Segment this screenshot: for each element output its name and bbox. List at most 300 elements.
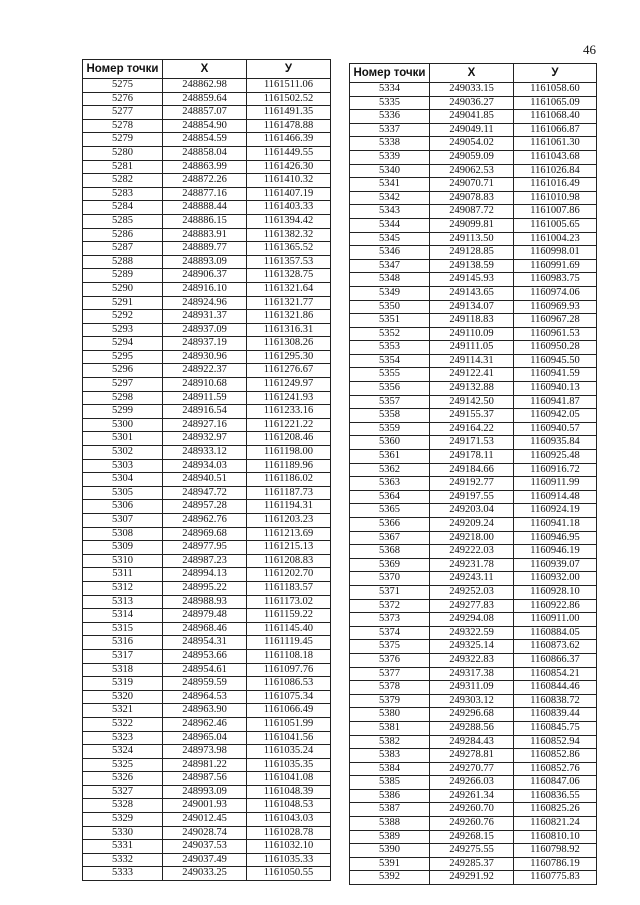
cell-y: 1160825.26 bbox=[514, 803, 597, 817]
cell-y: 1161357.53 bbox=[247, 255, 331, 269]
cell-point-number: 5315 bbox=[83, 622, 163, 636]
cell-y: 1160922.86 bbox=[514, 599, 597, 613]
cell-y: 1160969.93 bbox=[514, 300, 597, 314]
cell-point-number: 5279 bbox=[83, 133, 163, 147]
cell-y: 1161449.55 bbox=[247, 146, 331, 160]
cell-x: 248962.46 bbox=[163, 717, 247, 731]
cell-y: 1161321.77 bbox=[247, 296, 331, 310]
cell-point-number: 5320 bbox=[83, 690, 163, 704]
cell-y: 1161035.35 bbox=[247, 758, 331, 772]
table-row bbox=[350, 721, 597, 735]
cell-point-number: 5291 bbox=[83, 296, 163, 310]
cell-x: 248954.31 bbox=[163, 636, 247, 650]
cell-y: 1160941.18 bbox=[514, 518, 597, 532]
cell-x: 248916.10 bbox=[163, 282, 247, 296]
table-row bbox=[350, 681, 597, 695]
table-row bbox=[83, 323, 331, 337]
cell-point-number: 5351 bbox=[350, 314, 430, 328]
cell-point-number: 5334 bbox=[350, 83, 430, 97]
table-row bbox=[83, 853, 331, 867]
cell-point-number: 5385 bbox=[350, 776, 430, 790]
cell-x: 249266.03 bbox=[430, 776, 514, 790]
cell-x: 249118.83 bbox=[430, 314, 514, 328]
cell-y: 1161403.33 bbox=[247, 201, 331, 215]
table-row bbox=[350, 531, 597, 545]
cell-x: 249231.78 bbox=[430, 558, 514, 572]
table-row bbox=[83, 405, 331, 419]
table-row bbox=[350, 314, 597, 328]
cell-x: 248872.26 bbox=[163, 174, 247, 188]
cell-x: 249062.53 bbox=[430, 164, 514, 178]
cell-x: 248979.48 bbox=[163, 609, 247, 623]
table-row bbox=[83, 296, 331, 310]
cell-point-number: 5300 bbox=[83, 418, 163, 432]
table-row bbox=[83, 119, 331, 133]
cell-y: 1161159.22 bbox=[247, 609, 331, 623]
cell-point-number: 5382 bbox=[350, 735, 430, 749]
cell-point-number: 5289 bbox=[83, 269, 163, 283]
cell-x: 249317.38 bbox=[430, 667, 514, 681]
cell-point-number: 5302 bbox=[83, 446, 163, 460]
cell-point-number: 5294 bbox=[83, 337, 163, 351]
cell-x: 249285.37 bbox=[430, 857, 514, 871]
cell-y: 1161365.52 bbox=[247, 242, 331, 256]
table-row bbox=[83, 459, 331, 473]
cell-point-number: 5298 bbox=[83, 391, 163, 405]
cell-y: 1161221.22 bbox=[247, 418, 331, 432]
cell-x: 248994.13 bbox=[163, 568, 247, 582]
cell-y: 1160935.84 bbox=[514, 436, 597, 450]
cell-point-number: 5365 bbox=[350, 504, 430, 518]
table-row bbox=[83, 391, 331, 405]
table-row bbox=[350, 518, 597, 532]
cell-point-number: 5387 bbox=[350, 803, 430, 817]
cell-point-number: 5327 bbox=[83, 785, 163, 799]
table-row bbox=[350, 218, 597, 232]
cell-point-number: 5338 bbox=[350, 137, 430, 151]
cell-y: 1160873.62 bbox=[514, 640, 597, 654]
table-row bbox=[350, 735, 597, 749]
cell-x: 249114.31 bbox=[430, 354, 514, 368]
table-row bbox=[350, 830, 597, 844]
cell-x: 249203.04 bbox=[430, 504, 514, 518]
table-row bbox=[350, 273, 597, 287]
cell-y: 1160839.44 bbox=[514, 708, 597, 722]
cell-x: 248911.59 bbox=[163, 391, 247, 405]
cell-point-number: 5378 bbox=[350, 681, 430, 695]
cell-point-number: 5352 bbox=[350, 327, 430, 341]
cell-point-number: 5358 bbox=[350, 409, 430, 423]
cell-point-number: 5362 bbox=[350, 463, 430, 477]
table-row bbox=[350, 762, 597, 776]
cell-point-number: 5306 bbox=[83, 500, 163, 514]
cell-y: 1161194.31 bbox=[247, 500, 331, 514]
cell-point-number: 5346 bbox=[350, 246, 430, 260]
cell-point-number: 5332 bbox=[83, 853, 163, 867]
cell-y: 1161328.75 bbox=[247, 269, 331, 283]
table-row bbox=[350, 694, 597, 708]
table-row bbox=[83, 541, 331, 555]
cell-point-number: 5286 bbox=[83, 228, 163, 242]
cell-x: 249277.83 bbox=[430, 599, 514, 613]
cell-x: 249037.53 bbox=[163, 840, 247, 854]
cell-x: 248977.95 bbox=[163, 541, 247, 555]
cell-y: 1161035.33 bbox=[247, 853, 331, 867]
cell-y: 1161058.60 bbox=[514, 83, 597, 97]
cell-x: 249033.15 bbox=[430, 83, 514, 97]
cell-x: 248863.99 bbox=[163, 160, 247, 174]
table-row bbox=[83, 527, 331, 541]
table-row bbox=[350, 191, 597, 205]
cell-y: 1161016.49 bbox=[514, 178, 597, 192]
cell-x: 249078.83 bbox=[430, 191, 514, 205]
cell-point-number: 5348 bbox=[350, 273, 430, 287]
table-row bbox=[350, 585, 597, 599]
cell-y: 1161478.88 bbox=[247, 119, 331, 133]
cell-x: 249184.66 bbox=[430, 463, 514, 477]
cell-x: 248893.09 bbox=[163, 255, 247, 269]
table-row bbox=[83, 677, 331, 691]
cell-y: 1161241.93 bbox=[247, 391, 331, 405]
cell-y: 1161050.55 bbox=[247, 867, 331, 881]
cell-x: 248854.59 bbox=[163, 133, 247, 147]
table-row bbox=[83, 595, 331, 609]
cell-x: 248857.07 bbox=[163, 106, 247, 120]
table-row bbox=[83, 174, 331, 188]
cell-y: 1160925.48 bbox=[514, 450, 597, 464]
cell-x: 248933.12 bbox=[163, 446, 247, 460]
cell-y: 1160945.50 bbox=[514, 354, 597, 368]
cell-y: 1161005.65 bbox=[514, 218, 597, 232]
table-row bbox=[83, 432, 331, 446]
table-row bbox=[83, 187, 331, 201]
cell-x: 248877.16 bbox=[163, 187, 247, 201]
cell-point-number: 5330 bbox=[83, 826, 163, 840]
cell-point-number: 5322 bbox=[83, 717, 163, 731]
table-row bbox=[83, 568, 331, 582]
cell-point-number: 5283 bbox=[83, 187, 163, 201]
table-row bbox=[83, 731, 331, 745]
cell-y: 1161041.08 bbox=[247, 772, 331, 786]
cell-y: 1161043.68 bbox=[514, 150, 597, 164]
cell-point-number: 5316 bbox=[83, 636, 163, 650]
page-number: 46 bbox=[583, 42, 596, 57]
cell-x: 248924.96 bbox=[163, 296, 247, 310]
cell-x: 249132.88 bbox=[430, 382, 514, 396]
table-row bbox=[350, 83, 597, 97]
table-row bbox=[350, 558, 597, 572]
cell-x: 249033.25 bbox=[163, 867, 247, 881]
cell-point-number: 5321 bbox=[83, 704, 163, 718]
cell-y: 1161048.39 bbox=[247, 785, 331, 799]
cell-y: 1160946.19 bbox=[514, 545, 597, 559]
cell-y: 1161043.03 bbox=[247, 813, 331, 827]
cell-x: 248962.76 bbox=[163, 514, 247, 528]
cell-x: 249209.24 bbox=[430, 518, 514, 532]
cell-point-number: 5293 bbox=[83, 323, 163, 337]
table-row bbox=[350, 164, 597, 178]
cell-point-number: 5369 bbox=[350, 558, 430, 572]
column-header-y: У bbox=[247, 60, 331, 79]
table-row bbox=[350, 789, 597, 803]
cell-x: 249128.85 bbox=[430, 246, 514, 260]
cell-point-number: 5277 bbox=[83, 106, 163, 120]
cell-x: 249268.15 bbox=[430, 830, 514, 844]
cell-y: 1161321.86 bbox=[247, 310, 331, 324]
cell-y: 1161066.49 bbox=[247, 704, 331, 718]
table-row bbox=[350, 286, 597, 300]
cell-x: 249054.02 bbox=[430, 137, 514, 151]
table-row bbox=[83, 826, 331, 840]
cell-y: 1160967.28 bbox=[514, 314, 597, 328]
cell-point-number: 5299 bbox=[83, 405, 163, 419]
cell-point-number: 5359 bbox=[350, 422, 430, 436]
cell-x: 248931.37 bbox=[163, 310, 247, 324]
cell-point-number: 5310 bbox=[83, 554, 163, 568]
cell-y: 1161173.02 bbox=[247, 595, 331, 609]
cell-point-number: 5278 bbox=[83, 119, 163, 133]
cell-y: 1161066.87 bbox=[514, 123, 597, 137]
cell-point-number: 5311 bbox=[83, 568, 163, 582]
cell-x: 248937.09 bbox=[163, 323, 247, 337]
cell-point-number: 5290 bbox=[83, 282, 163, 296]
cell-point-number: 5374 bbox=[350, 626, 430, 640]
cell-point-number: 5357 bbox=[350, 395, 430, 409]
table-row bbox=[350, 246, 597, 260]
cell-point-number: 5342 bbox=[350, 191, 430, 205]
table-row bbox=[350, 504, 597, 518]
cell-x: 249325.14 bbox=[430, 640, 514, 654]
cell-x: 248959.59 bbox=[163, 677, 247, 691]
table-row bbox=[83, 310, 331, 324]
table-row bbox=[350, 137, 597, 151]
cell-x: 248953.66 bbox=[163, 649, 247, 663]
cell-y: 1161004.23 bbox=[514, 232, 597, 246]
table-row bbox=[83, 704, 331, 718]
table-row bbox=[83, 378, 331, 392]
cell-y: 1161010.98 bbox=[514, 191, 597, 205]
cell-y: 1160950.28 bbox=[514, 341, 597, 355]
cell-y: 1161276.67 bbox=[247, 364, 331, 378]
cell-point-number: 5367 bbox=[350, 531, 430, 545]
table-row bbox=[83, 785, 331, 799]
cell-point-number: 5377 bbox=[350, 667, 430, 681]
cell-y: 1161075.34 bbox=[247, 690, 331, 704]
table-row bbox=[83, 242, 331, 256]
cell-y: 1161108.18 bbox=[247, 649, 331, 663]
cell-y: 1161295.30 bbox=[247, 350, 331, 364]
table-row bbox=[83, 649, 331, 663]
cell-point-number: 5287 bbox=[83, 242, 163, 256]
cell-y: 1161097.76 bbox=[247, 663, 331, 677]
table-row bbox=[83, 636, 331, 650]
cell-point-number: 5280 bbox=[83, 146, 163, 160]
table-row bbox=[350, 422, 597, 436]
cell-y: 1161511.06 bbox=[247, 79, 331, 93]
cell-y: 1160914.48 bbox=[514, 490, 597, 504]
cell-x: 249260.76 bbox=[430, 817, 514, 831]
cell-x: 249197.55 bbox=[430, 490, 514, 504]
cell-y: 1160845.75 bbox=[514, 721, 597, 735]
cell-point-number: 5364 bbox=[350, 490, 430, 504]
cell-x: 249070.71 bbox=[430, 178, 514, 192]
table-row bbox=[350, 178, 597, 192]
table-row bbox=[350, 667, 597, 681]
table-header-row bbox=[350, 64, 597, 83]
cell-point-number: 5275 bbox=[83, 79, 163, 93]
table-row bbox=[83, 269, 331, 283]
table-row bbox=[350, 817, 597, 831]
table-row bbox=[83, 79, 331, 93]
cell-x: 248957.28 bbox=[163, 500, 247, 514]
table-row bbox=[83, 622, 331, 636]
cell-x: 249294.08 bbox=[430, 613, 514, 627]
table-row bbox=[350, 572, 597, 586]
cell-point-number: 5344 bbox=[350, 218, 430, 232]
cell-point-number: 5391 bbox=[350, 857, 430, 871]
cell-point-number: 5384 bbox=[350, 762, 430, 776]
cell-point-number: 5319 bbox=[83, 677, 163, 691]
cell-x: 248969.68 bbox=[163, 527, 247, 541]
cell-y: 1161032.10 bbox=[247, 840, 331, 854]
cell-x: 249284.43 bbox=[430, 735, 514, 749]
cell-point-number: 5323 bbox=[83, 731, 163, 745]
cell-y: 1161203.23 bbox=[247, 514, 331, 528]
cell-y: 1161035.24 bbox=[247, 745, 331, 759]
cell-x: 249261.34 bbox=[430, 789, 514, 803]
cell-x: 249059.09 bbox=[430, 150, 514, 164]
table-row bbox=[83, 609, 331, 623]
cell-x: 249001.93 bbox=[163, 799, 247, 813]
cell-x: 249099.81 bbox=[430, 218, 514, 232]
cell-y: 1160928.10 bbox=[514, 585, 597, 599]
column-header-point-number: Номер точки bbox=[350, 64, 430, 83]
table-row bbox=[350, 259, 597, 273]
cell-x: 249303.12 bbox=[430, 694, 514, 708]
cell-point-number: 5388 bbox=[350, 817, 430, 831]
cell-point-number: 5312 bbox=[83, 581, 163, 595]
table-row bbox=[350, 708, 597, 722]
cell-y: 1161466.39 bbox=[247, 133, 331, 147]
cell-point-number: 5284 bbox=[83, 201, 163, 215]
table-row bbox=[83, 500, 331, 514]
cell-y: 1161061.30 bbox=[514, 137, 597, 151]
cell-x: 249028.74 bbox=[163, 826, 247, 840]
table-row bbox=[350, 477, 597, 491]
cell-y: 1161198.00 bbox=[247, 446, 331, 460]
table-row bbox=[350, 436, 597, 450]
cell-x: 249322.59 bbox=[430, 626, 514, 640]
cell-y: 1161407.19 bbox=[247, 187, 331, 201]
table-row bbox=[83, 337, 331, 351]
table-row bbox=[83, 840, 331, 854]
cell-y: 1161183.57 bbox=[247, 581, 331, 595]
cell-x: 249275.55 bbox=[430, 844, 514, 858]
cell-y: 1161426.30 bbox=[247, 160, 331, 174]
table-row bbox=[350, 450, 597, 464]
cell-y: 1161208.83 bbox=[247, 554, 331, 568]
cell-x: 249049.11 bbox=[430, 123, 514, 137]
cell-y: 1160924.19 bbox=[514, 504, 597, 518]
coordinates-table-right bbox=[349, 63, 597, 885]
table-row bbox=[83, 772, 331, 786]
cell-point-number: 5295 bbox=[83, 350, 163, 364]
cell-x: 249155.37 bbox=[430, 409, 514, 423]
cell-point-number: 5340 bbox=[350, 164, 430, 178]
table-row bbox=[350, 232, 597, 246]
cell-point-number: 5281 bbox=[83, 160, 163, 174]
table-row bbox=[83, 813, 331, 827]
cell-point-number: 5308 bbox=[83, 527, 163, 541]
cell-point-number: 5276 bbox=[83, 92, 163, 106]
cell-point-number: 5296 bbox=[83, 364, 163, 378]
cell-y: 1161065.09 bbox=[514, 96, 597, 110]
cell-y: 1161233.16 bbox=[247, 405, 331, 419]
cell-point-number: 5331 bbox=[83, 840, 163, 854]
cell-x: 249171.53 bbox=[430, 436, 514, 450]
cell-point-number: 5354 bbox=[350, 354, 430, 368]
table-row bbox=[83, 160, 331, 174]
cell-x: 249270.77 bbox=[430, 762, 514, 776]
cell-point-number: 5303 bbox=[83, 459, 163, 473]
table-row bbox=[350, 123, 597, 137]
cell-y: 1160942.05 bbox=[514, 409, 597, 423]
cell-y: 1161502.52 bbox=[247, 92, 331, 106]
cell-x: 249291.92 bbox=[430, 871, 514, 885]
table-row bbox=[83, 201, 331, 215]
cell-x: 248888.44 bbox=[163, 201, 247, 215]
cell-point-number: 5381 bbox=[350, 721, 430, 735]
cell-point-number: 5325 bbox=[83, 758, 163, 772]
cell-x: 248930.96 bbox=[163, 350, 247, 364]
cell-y: 1160852.86 bbox=[514, 749, 597, 763]
table-row bbox=[350, 490, 597, 504]
table-row bbox=[83, 146, 331, 160]
cell-x: 249012.45 bbox=[163, 813, 247, 827]
cell-point-number: 5324 bbox=[83, 745, 163, 759]
cell-y: 1161249.97 bbox=[247, 378, 331, 392]
cell-point-number: 5297 bbox=[83, 378, 163, 392]
cell-y: 1160974.06 bbox=[514, 286, 597, 300]
table-row bbox=[350, 327, 597, 341]
cell-x: 248964.53 bbox=[163, 690, 247, 704]
cell-x: 249222.03 bbox=[430, 545, 514, 559]
cell-y: 1160946.95 bbox=[514, 531, 597, 545]
cell-x: 248963.90 bbox=[163, 704, 247, 718]
cell-point-number: 5347 bbox=[350, 259, 430, 273]
cell-point-number: 5313 bbox=[83, 595, 163, 609]
table-row bbox=[350, 96, 597, 110]
cell-point-number: 5339 bbox=[350, 150, 430, 164]
cell-point-number: 5343 bbox=[350, 205, 430, 219]
table-row bbox=[350, 341, 597, 355]
table-row bbox=[83, 255, 331, 269]
cell-y: 1161041.56 bbox=[247, 731, 331, 745]
cell-x: 248937.19 bbox=[163, 337, 247, 351]
cell-point-number: 5326 bbox=[83, 772, 163, 786]
cell-y: 1160810.10 bbox=[514, 830, 597, 844]
table-row bbox=[83, 133, 331, 147]
cell-y: 1161119.45 bbox=[247, 636, 331, 650]
cell-y: 1160775.83 bbox=[514, 871, 597, 885]
cell-point-number: 5392 bbox=[350, 871, 430, 885]
cell-x: 248987.56 bbox=[163, 772, 247, 786]
table-row bbox=[350, 150, 597, 164]
cell-y: 1160961.53 bbox=[514, 327, 597, 341]
cell-y: 1161202.70 bbox=[247, 568, 331, 582]
cell-point-number: 5350 bbox=[350, 300, 430, 314]
cell-y: 1161068.40 bbox=[514, 110, 597, 124]
